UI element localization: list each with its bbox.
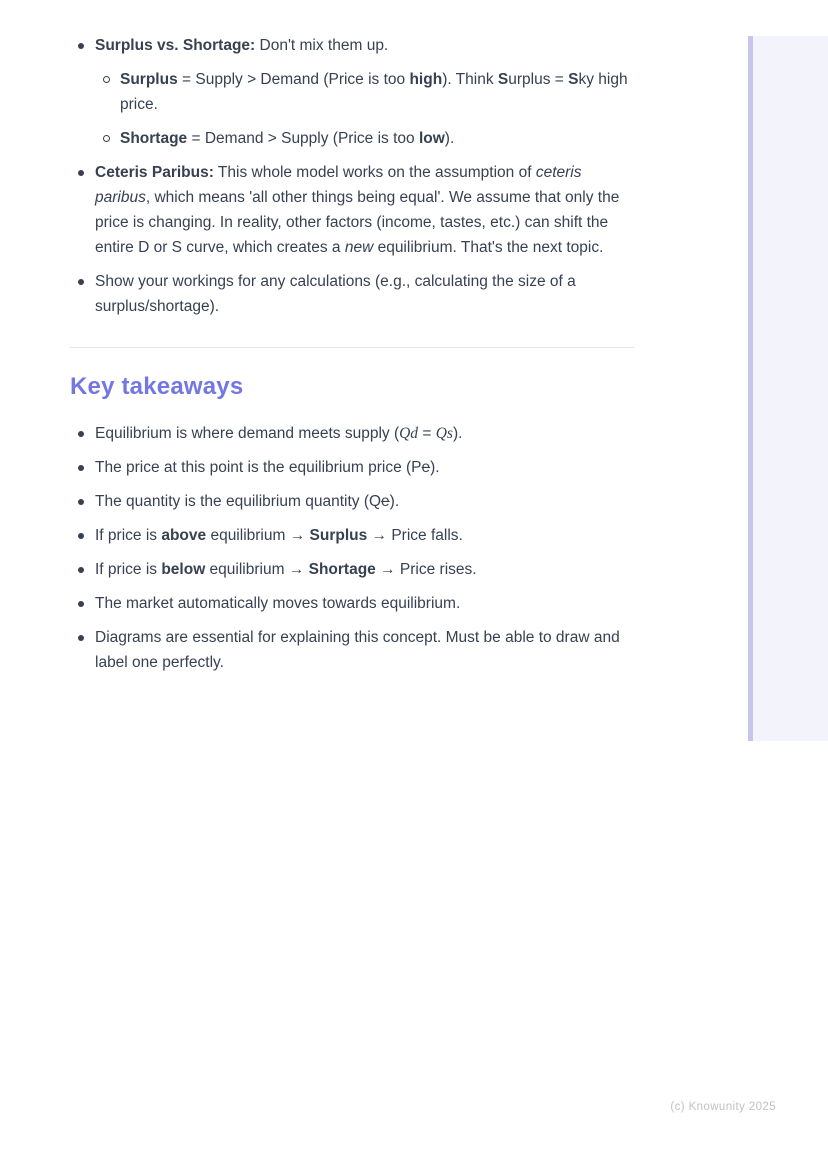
text-segment: Don't mix them up. xyxy=(255,37,389,54)
text-segment: Qs xyxy=(435,425,453,442)
text-segment: The market automatically moves towards equilibrium. xyxy=(95,595,461,612)
text-segment: Surplus vs. Shortage: xyxy=(95,37,256,54)
list-item xyxy=(95,126,634,151)
text-segment: If price is xyxy=(95,561,162,578)
text-segment: ). Think xyxy=(442,71,498,88)
text-segment: equilibrium. That's the next topic. xyxy=(373,239,604,256)
text-segment: Surplus xyxy=(120,71,178,88)
text-segment: If price is xyxy=(95,527,162,544)
text-segment: high xyxy=(409,71,443,88)
list-item xyxy=(70,33,634,151)
text-segment: Surplus xyxy=(309,527,368,544)
text-segment: e xyxy=(421,459,431,476)
text-segment: Shortage xyxy=(120,130,188,147)
notes-document xyxy=(70,33,634,684)
list-item xyxy=(70,421,634,446)
sub-list xyxy=(95,67,634,151)
text-segment: ). xyxy=(430,459,440,476)
text-segment: Diagrams are essential for explaining this concept. Must be able to draw and label one perfectly. xyxy=(95,629,620,671)
list-item xyxy=(70,455,634,480)
list-item-text xyxy=(95,33,634,58)
text-segment: , which means 'all other things being equal'. We assume that only the price is changing. In reality, other factors (income, tastes, etc.) can shift the entire D or S curve, which creates a xyxy=(95,189,620,256)
text-segment: Equilibrium is where demand meets supply ( xyxy=(95,425,400,442)
text-segment: = Demand > Supply (Price is too xyxy=(187,130,419,147)
text-segment: ky high price. xyxy=(120,71,628,113)
text-segment: below xyxy=(161,561,206,578)
text-segment: equilibrium → xyxy=(205,561,309,578)
list-item xyxy=(70,591,634,616)
text-segment: = Supply > Demand (Price is too xyxy=(177,71,410,88)
text-segment: ceteris paribus xyxy=(95,164,582,206)
list-item xyxy=(70,160,634,260)
text-segment: above xyxy=(161,527,207,544)
text-segment: equilibrium → xyxy=(206,527,310,544)
text-segment: → Price falls. xyxy=(367,527,463,544)
list-item xyxy=(70,489,634,514)
text-segment: Show your workings for any calculations (e.g., calculating the size of a surplus/shortage). xyxy=(95,273,576,315)
text-segment: Qd xyxy=(399,425,419,442)
section-heading: Key takeaways xyxy=(70,373,244,400)
text-segment: Ceteris Paribus: xyxy=(95,164,214,181)
text-segment: S xyxy=(568,71,579,88)
page-edge-decoration xyxy=(748,36,828,741)
text-segment: ). xyxy=(452,425,463,442)
text-segment: ). xyxy=(444,130,455,147)
copyright-text: (c) Knowunity 2025 xyxy=(670,1101,776,1113)
text-segment: new xyxy=(344,239,374,256)
text-segment: e xyxy=(381,493,390,510)
takeaways-list xyxy=(70,421,634,675)
notes-list xyxy=(70,33,634,319)
text-segment: = xyxy=(418,425,436,442)
list-item xyxy=(95,67,634,117)
text-segment: S xyxy=(497,71,509,88)
text-segment: low xyxy=(418,130,445,147)
text-segment: urplus = xyxy=(508,71,569,88)
text-segment: ). xyxy=(389,493,400,510)
list-item xyxy=(70,523,634,548)
text-segment: This whole model works on the assumption of xyxy=(213,164,536,181)
text-segment: The price at this point is the equilibrium price (P xyxy=(95,459,422,476)
list-item xyxy=(70,625,634,675)
list-item xyxy=(70,269,634,319)
text-segment: Shortage xyxy=(308,561,376,578)
section-divider xyxy=(70,347,634,348)
text-segment: → Price rises. xyxy=(375,561,477,578)
list-item xyxy=(70,557,634,582)
text-segment: The quantity is the equilibrium quantity (Q xyxy=(95,493,382,510)
